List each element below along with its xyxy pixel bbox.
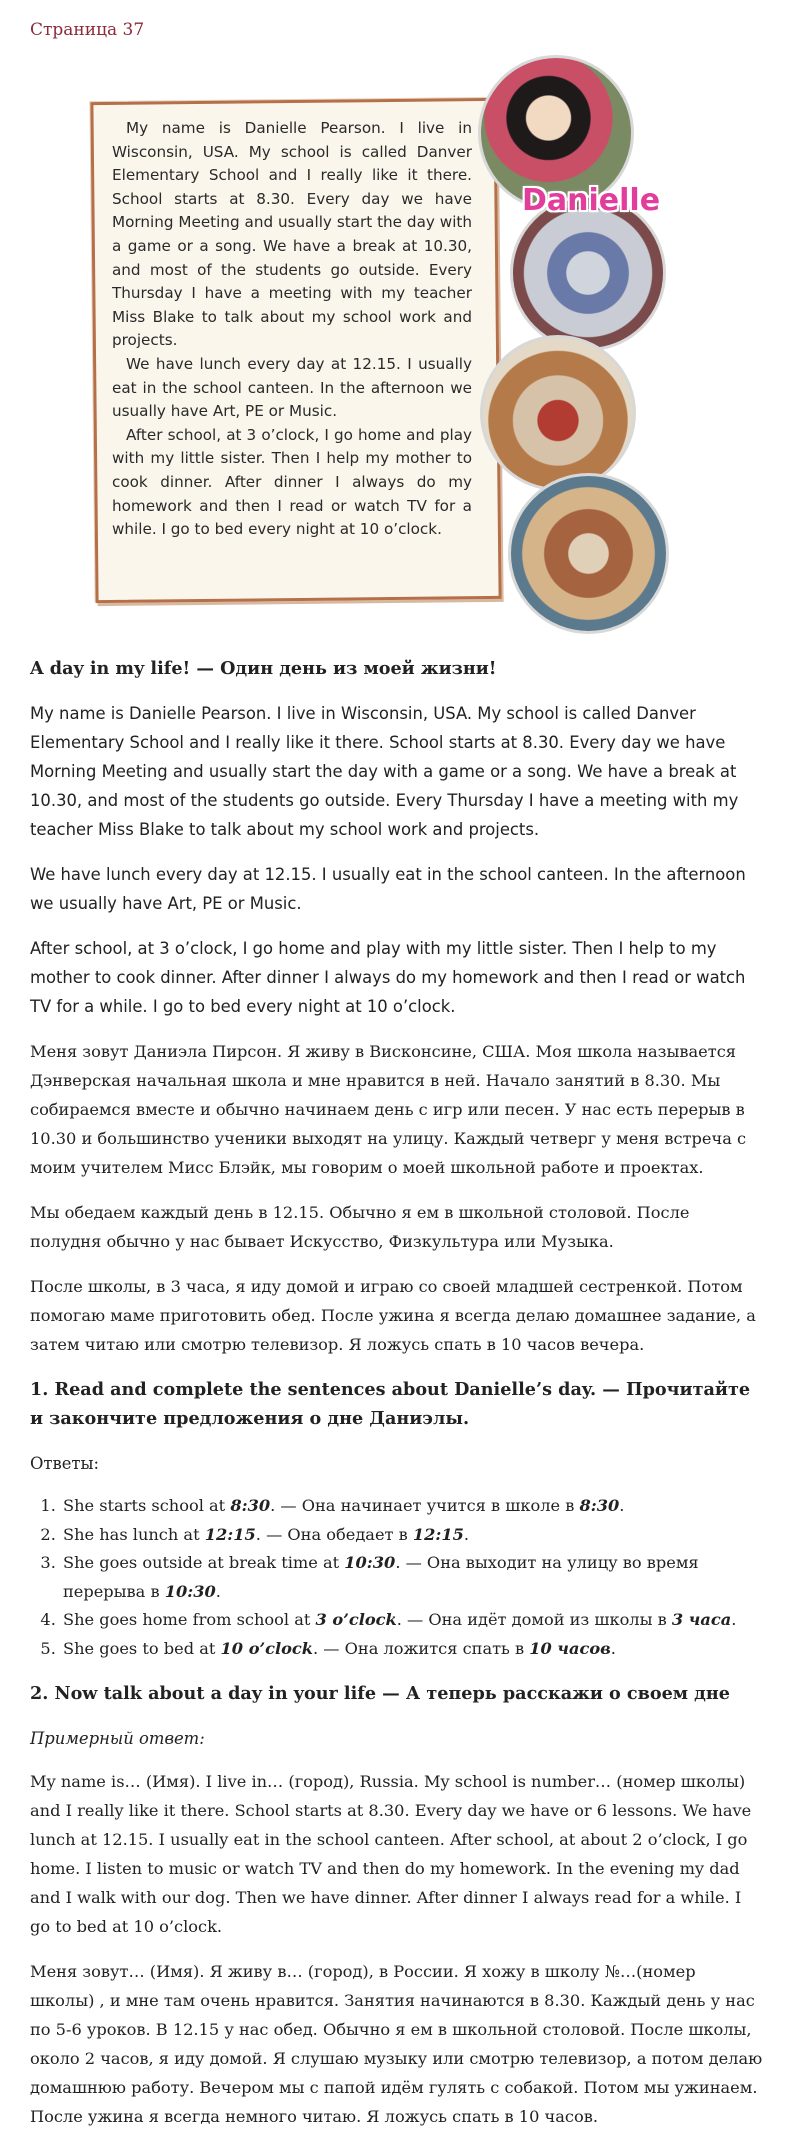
russian-paragraph: После школы, в 3 часа, я иду домой и играю со своей младшей сестренкой. Потом помогаю маме приготовить обед. После ужина я всегда делаю домашнее задание, а затем читаю или смотрю телевизор. Я ложусь спать в 10 часов вечера. bbox=[30, 1277, 756, 1354]
answer-text: She goes outside at break time at bbox=[63, 1553, 345, 1572]
answer-text: She has lunch at bbox=[63, 1524, 205, 1544]
answer-value: 12:15 bbox=[204, 1524, 256, 1544]
list-item bbox=[61, 1606, 765, 1635]
answer-value: 8:30 bbox=[230, 1496, 271, 1515]
answer-text: . bbox=[731, 1610, 737, 1629]
classroom-photo bbox=[480, 335, 636, 491]
task1-title: 1. Read and complete the sentences about Danielle’s day. — Прочитайте и закончите предложения о дне Даниэлы. bbox=[30, 1379, 751, 1429]
answer-value: 10:30 bbox=[164, 1581, 216, 1601]
english-paragraph: My name is Danielle Pearson. I live in Wisconsin, USA. My school is called Danver Elementary School and I really like it there. School starts at 8.30. Every day we have Morning Meeting and usually start the day with a game or a song. We have a break at 10.30, and most of the students go outside. Every Thursday I have a meeting with my teacher Miss Blake to talk about my school work and projects. bbox=[30, 704, 739, 839]
russian-paragraph: Меня зовут Даниэла Пирсон. Я живу в Висконсине, США. Моя школа называется Дэнверская начальная школа и мне нравится в ней. Начало занятий в 8.30. Мы собираемся вместе и обычно начинаем день с игр или песен. У нас есть перерыв в 10.30 и большинство ученики выходят на улицу. Каждый четверг у меня встреча с моим учителем Мисс Блэйк, мы говорим о моей школьной работе и проектах. bbox=[30, 1042, 747, 1177]
list-item bbox=[61, 1549, 765, 1606]
answer-text: . — Она идёт домой из школы в bbox=[396, 1610, 672, 1629]
answer-text: She goes to bed at bbox=[63, 1638, 221, 1658]
textbook-paragraph: My name is Danielle Pearson. I live in Wisconsin, USA. My school is called Danver Elementary School and I really like it there. School starts at 8.30. Every day we have Morning Meeting and usually start the day with a game or a song. We have a break at 10.30, and most of the students go outside. Every Thursday I have a meeting with my teacher Miss Blake to talk about my school work and projects. bbox=[112, 119, 472, 350]
textbook-image bbox=[60, 55, 700, 635]
list-item bbox=[61, 1635, 765, 1664]
sample-answer-label: Примерный ответ: bbox=[30, 1729, 205, 1748]
answer-text: . bbox=[463, 1524, 470, 1544]
answer-text: . — Она обедает в bbox=[255, 1524, 413, 1544]
russian-paragraph: Мы обедаем каждый день в 12.15. Обычно я ем в школьной столовой. После полудня обычно у нас бывает Искусство, Физкультура или Музыка. bbox=[30, 1203, 690, 1251]
sample-answer-english: My name is… (Имя). I live in… (город), Russia. My school is number… (номер школы) and I really like it there. School starts at 8.30. Every day we have or 6 lessons. We have lunch at 12.15. I usually eat in the school canteen. After school, at about 2 o’clock, I go home. I listen to music or watch TV and then do my homework. In the evening my dad and I walk with our dog. Then we have dinner. After dinner I always read for a while. I go to bed at 10 o’clock. bbox=[30, 1772, 752, 1936]
answer-value: 12:15 bbox=[412, 1524, 464, 1544]
textbook-text bbox=[112, 117, 472, 542]
answer-text: . — Она ложится спать в bbox=[313, 1638, 530, 1658]
answer-value: 3 часа bbox=[671, 1610, 732, 1629]
answers-label: Ответы: bbox=[30, 1454, 100, 1473]
page-label: Страница 37 bbox=[30, 20, 145, 40]
answer-text: . — Она начинает учится в школе в bbox=[270, 1496, 580, 1515]
task2-title: 2. Now talk about a day in your life — А теперь расскажи о своем дне bbox=[30, 1683, 730, 1704]
textbook-paragraph: We have lunch every day at 12.15. I usually eat in the school canteen. In the afternoon we usually have Art, PE or Music. bbox=[112, 354, 472, 421]
answer-text: . bbox=[610, 1638, 616, 1658]
answer-value: 3 o’clock bbox=[315, 1610, 397, 1629]
textbook-paragraph: After school, at 3 o’clock, I go home and play with my little sister. Then I help my mother to cook dinner. After dinner I always do my homework and then I read or watch TV for a while. I go to bed every night at 10 o’clock. bbox=[112, 425, 472, 539]
answer-text: . bbox=[215, 1581, 221, 1601]
students-photo bbox=[508, 473, 669, 634]
answer-value: 10:30 bbox=[344, 1553, 396, 1572]
list-item bbox=[61, 1492, 765, 1521]
main-content bbox=[30, 640, 765, 2147]
answer-text: She goes home from school at bbox=[63, 1610, 316, 1629]
computer-class-photo bbox=[510, 195, 666, 351]
answer-text: . bbox=[619, 1496, 625, 1515]
answer-text: . — Она выходит на улицу во время перерыва в bbox=[63, 1553, 699, 1601]
list-item bbox=[61, 1521, 765, 1550]
sample-answer-russian: Меня зовут… (Имя). Я живу в… (город), в России. Я хожу в школу №…(номер школы) , и мне там очень нравится. Занятия начинаются в 8.30. Каждый день у нас по 5-6 уроков. В 12.15 у нас обед. Обычно я ем в школьной столовой. После школы, около 2 часов, я иду домой. Я слушаю музыку или смотрю телевизор, а потом делаю домашнюю работу. Вечером мы с папой идём гулять с собакой. Потом мы ужинаем. После ужина я всегда немного читаю. Я ложусь спать в 10 часов. bbox=[30, 1962, 763, 2126]
section-title: A day in my life! — Один день из моей жизни! bbox=[30, 658, 497, 679]
answer-text: She starts school at bbox=[63, 1496, 231, 1515]
answers-list bbox=[30, 1492, 765, 1663]
answer-value: 8:30 bbox=[579, 1496, 620, 1515]
name-caption: Danielle bbox=[522, 183, 661, 218]
answer-value: 10 часов bbox=[529, 1638, 611, 1658]
english-paragraph: We have lunch every day at 12.15. I usually eat in the school canteen. In the afternoon we usually have Art, PE or Music. bbox=[30, 865, 746, 913]
english-paragraph: After school, at 3 o’clock, I go home and play with my little sister. Then I help to my mother to cook dinner. After dinner I always do my homework and then I read or watch TV for a while. I go to bed every night at 10 o’clock. bbox=[30, 939, 746, 1016]
answer-value: 10 o’clock bbox=[220, 1638, 314, 1658]
